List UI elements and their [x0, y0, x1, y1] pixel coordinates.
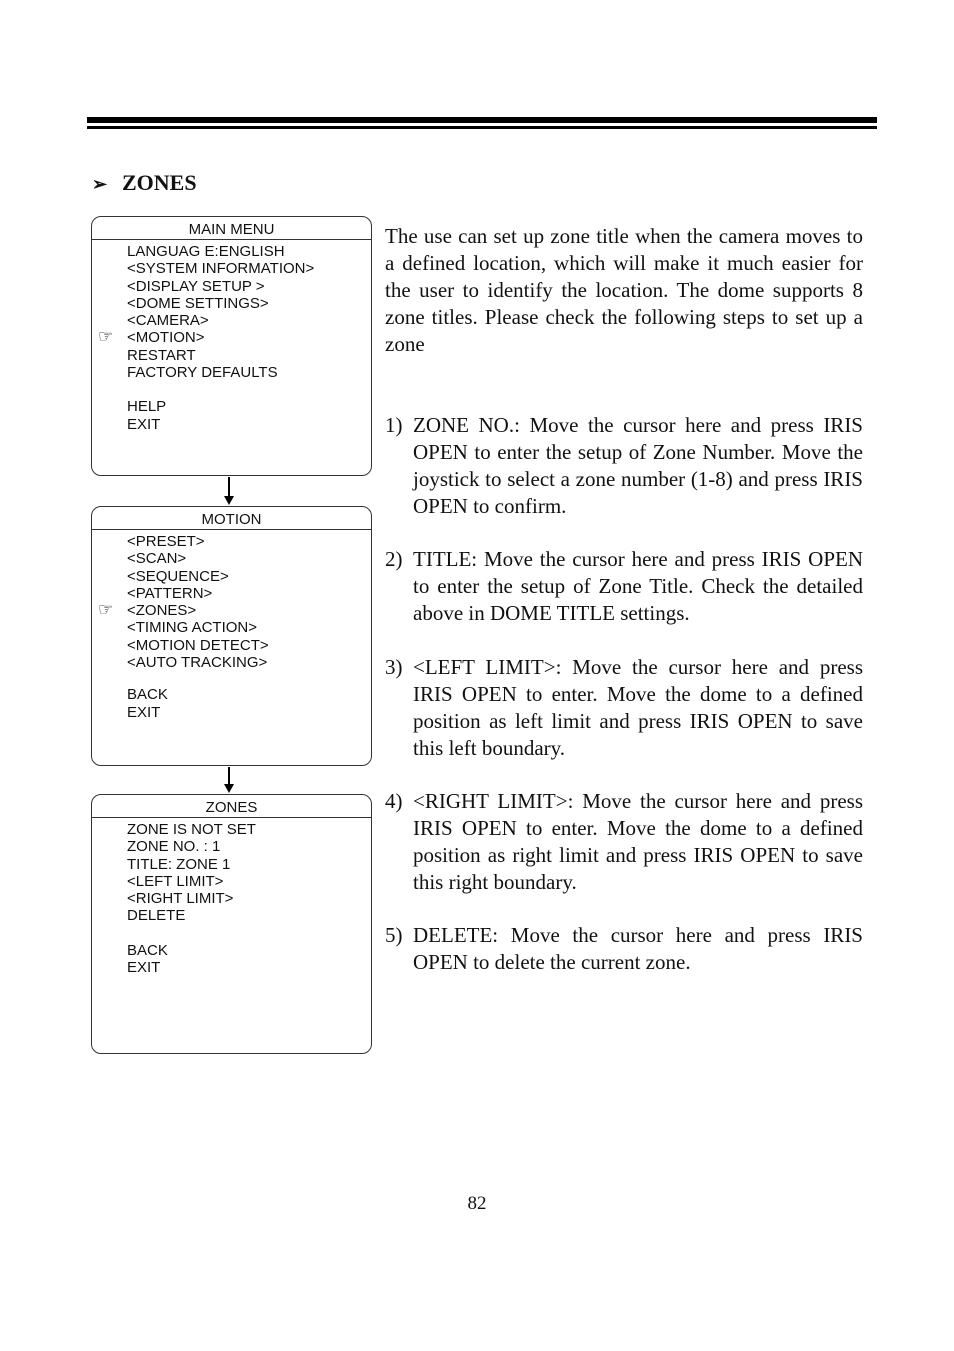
menu-item-motion-label: <MOTION>	[127, 329, 205, 347]
menu-item-timing-action: <TIMING ACTION>	[127, 619, 258, 637]
header-rule-thin	[87, 126, 877, 129]
menu-item-zone-title: TITLE: ZONE 1	[127, 855, 231, 873]
flow-arrow-line	[228, 477, 230, 497]
header-rule-thick	[87, 117, 877, 123]
arrow-bullet-icon: ➢	[92, 174, 108, 194]
step-text: TITLE: Move the cursor here and press IRIS OPEN to enter the setup of Zone Title. Check the detailed above in DOME TITLE settings.	[413, 547, 863, 625]
menu-item-restart: RESTART	[127, 346, 196, 364]
menu-item-motion-detect: <MOTION DETECT>	[127, 636, 269, 654]
step-item	[385, 922, 863, 976]
menu-item-back: BACK	[127, 686, 168, 704]
step-number: 3)	[385, 655, 403, 679]
menu-item-camera: <CAMERA>	[127, 312, 209, 330]
intro-paragraph: The use can set up zone title when the camera moves to a defined location, which will make it much easier for the user to identify the location. The dome supports 8 zone titles. Please check the following steps to set up a zone	[385, 224, 863, 356]
page-number: 82	[467, 1193, 487, 1214]
menu-item-left-limit: <LEFT LIMIT>	[127, 872, 224, 890]
step-text: <LEFT LIMIT>: Move the cursor here and press IRIS OPEN to enter. Move the dome to a defined position as left limit and press IRIS OPEN to save this left boundary.	[413, 655, 863, 760]
section-title: ZONES	[122, 170, 197, 195]
menu-item-dome-settings: <DOME SETTINGS>	[127, 294, 269, 312]
menu-item-exit: EXIT	[127, 415, 161, 433]
pointing-hand-icon: ☞	[98, 327, 114, 347]
menu-item-zone-status: ZONE IS NOT SET	[127, 821, 256, 838]
menu-item-delete: DELETE	[127, 907, 186, 925]
step-item	[385, 546, 863, 627]
menu-item-factory-defaults: FACTORY DEFAULTS	[127, 364, 278, 382]
main-menu-box	[91, 216, 372, 476]
flow-arrow-line	[228, 767, 230, 785]
step-item	[385, 412, 863, 520]
menu-item-right-limit: <RIGHT LIMIT>	[127, 890, 234, 908]
menu-item-zones-label: <ZONES>	[127, 602, 197, 620]
menu-item-back: BACK	[127, 941, 168, 959]
flow-arrow-down-icon	[224, 496, 234, 505]
flow-arrow-down-icon	[224, 784, 234, 793]
menu-item-pattern: <PATTERN>	[127, 584, 213, 602]
motion-menu-box	[91, 506, 372, 766]
menu-item-language: LANGUAG E:ENGLISH	[127, 243, 285, 260]
menu-item-system-information: <SYSTEM INFORMATION>	[127, 260, 315, 278]
step-item	[385, 788, 863, 896]
menu-item-zones	[98, 600, 371, 620]
menu-item-preset: <PRESET>	[127, 533, 205, 550]
menu-item-auto-tracking: <AUTO TRACKING>	[127, 654, 268, 672]
step-text: ZONE NO.: Move the cursor here and press IRIS OPEN to enter the setup of Zone Number. Move the joystick to select a zone number (1-8) and press IRIS OPEN to confirm.	[413, 413, 863, 518]
menu-item-exit: EXIT	[127, 959, 161, 977]
zones-menu-title: ZONES	[92, 795, 371, 818]
step-number: 1)	[385, 413, 403, 437]
menu-item-zone-no: ZONE NO. : 1	[127, 838, 221, 856]
menu-item-sequence: <SEQUENCE>	[127, 567, 229, 585]
menu-item-help: HELP	[127, 398, 167, 416]
menu-item-motion	[98, 327, 371, 347]
section-heading	[92, 170, 197, 196]
menu-item-exit: EXIT	[127, 703, 161, 721]
motion-menu-title: MOTION	[92, 507, 371, 530]
main-menu-title: MAIN MENU	[92, 217, 371, 240]
step-number: 5)	[385, 923, 403, 947]
menu-item-scan: <SCAN>	[127, 550, 187, 568]
pointing-hand-icon: ☞	[98, 600, 114, 620]
step-text: <RIGHT LIMIT>: Move the cursor here and press IRIS OPEN to enter. Move the dome to a defined position as right limit and press IRIS OPEN to save this right boundary.	[413, 789, 863, 894]
step-number: 4)	[385, 789, 403, 813]
step-item	[385, 654, 863, 762]
step-text: DELETE: Move the cursor here and press IRIS OPEN to delete the current zone.	[413, 923, 863, 974]
step-number: 2)	[385, 547, 403, 571]
menu-item-display-setup: <DISPLAY SETUP >	[127, 277, 265, 295]
zones-menu-box	[91, 794, 372, 1054]
